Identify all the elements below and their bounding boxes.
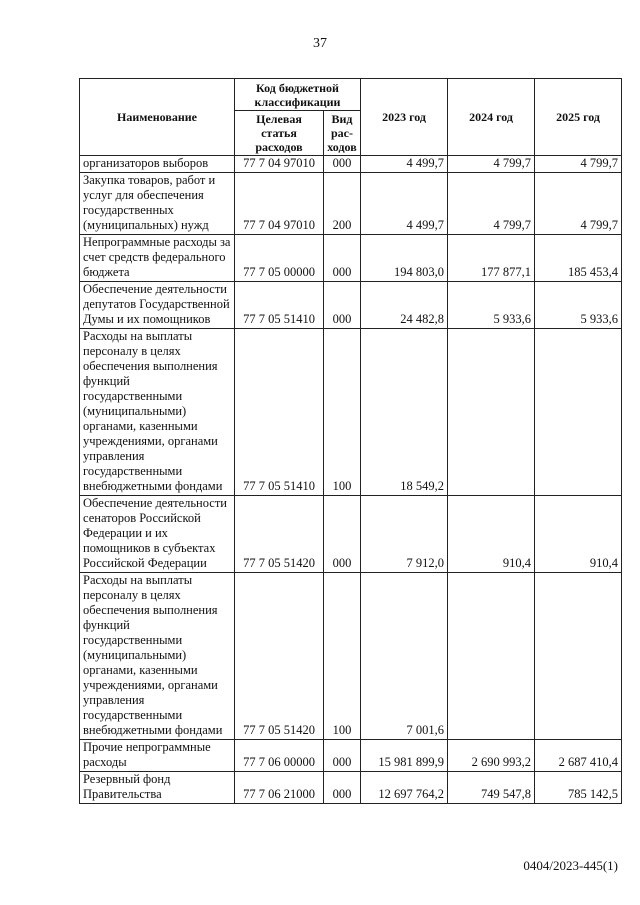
header-2023: 2023 год bbox=[361, 79, 448, 156]
header-expense-type: Вид рас-ходов bbox=[324, 111, 361, 156]
header-name: Наименование bbox=[80, 79, 235, 156]
row-2024: 910,4 bbox=[448, 496, 535, 573]
table-row bbox=[80, 173, 622, 235]
table-row bbox=[80, 740, 622, 772]
row-code: 77 7 04 97010 bbox=[235, 173, 324, 235]
row-vid: 000 bbox=[324, 772, 361, 804]
row-2024: 5 933,6 bbox=[448, 282, 535, 329]
row-name: Расходы на выплаты персоналу в целях обеспечения выполнения функций государственными (муниципальными) органами, казенными учреждениями, органами управления государственными внебюджетными фондами bbox=[80, 573, 235, 740]
page-number: 37 bbox=[313, 36, 327, 51]
row-vid: 000 bbox=[324, 235, 361, 282]
row-2025: 5 933,6 bbox=[535, 282, 622, 329]
row-name: Обеспечение деятельности сенаторов Российской Федерации и их помощников в субъектах Российской Федерации bbox=[80, 496, 235, 573]
table-row bbox=[80, 282, 622, 329]
row-2024: 2 690 993,2 bbox=[448, 740, 535, 772]
row-2025 bbox=[535, 573, 622, 740]
table-row bbox=[80, 235, 622, 282]
budget-table bbox=[79, 78, 622, 804]
row-vid: 100 bbox=[324, 573, 361, 740]
row-name: Непрограммные расходы за счет средств федерального бюджета bbox=[80, 235, 235, 282]
row-name: организаторов выборов bbox=[80, 156, 235, 173]
row-2023: 194 803,0 bbox=[361, 235, 448, 282]
table-row bbox=[80, 772, 622, 804]
row-code: 77 7 06 21000 bbox=[235, 772, 324, 804]
row-2023: 24 482,8 bbox=[361, 282, 448, 329]
row-2023: 15 981 899,9 bbox=[361, 740, 448, 772]
row-2023: 7 912,0 bbox=[361, 496, 448, 573]
row-name: Обеспечение деятельности депутатов Государственной Думы и их помощников bbox=[80, 282, 235, 329]
row-2025: 910,4 bbox=[535, 496, 622, 573]
header-target-article: Целевая статья расходов bbox=[235, 111, 324, 156]
row-name: Закупка товаров, работ и услуг для обеспечения государственных (муниципальных) нужд bbox=[80, 173, 235, 235]
row-code: 77 7 04 97010 bbox=[235, 156, 324, 173]
row-2023: 4 499,7 bbox=[361, 156, 448, 173]
row-code: 77 7 05 00000 bbox=[235, 235, 324, 282]
table-row bbox=[80, 573, 622, 740]
row-2024 bbox=[448, 329, 535, 496]
row-vid: 200 bbox=[324, 173, 361, 235]
row-2025: 4 799,7 bbox=[535, 156, 622, 173]
row-2025 bbox=[535, 329, 622, 496]
row-2023: 12 697 764,2 bbox=[361, 772, 448, 804]
row-2023: 4 499,7 bbox=[361, 173, 448, 235]
row-2025: 185 453,4 bbox=[535, 235, 622, 282]
row-2025: 785 142,5 bbox=[535, 772, 622, 804]
row-vid: 000 bbox=[324, 496, 361, 573]
row-2024: 177 877,1 bbox=[448, 235, 535, 282]
row-name: Резервный фонд Правительства bbox=[80, 772, 235, 804]
row-2025: 2 687 410,4 bbox=[535, 740, 622, 772]
table-row bbox=[80, 156, 622, 173]
row-code: 77 7 05 51420 bbox=[235, 496, 324, 573]
row-vid: 000 bbox=[324, 740, 361, 772]
row-vid: 100 bbox=[324, 329, 361, 496]
row-code: 77 7 05 51410 bbox=[235, 329, 324, 496]
row-2024: 4 799,7 bbox=[448, 173, 535, 235]
row-code: 77 7 05 51420 bbox=[235, 573, 324, 740]
row-2025: 4 799,7 bbox=[535, 173, 622, 235]
table-row bbox=[80, 329, 622, 496]
document-number: 0404/2023-445(1) bbox=[523, 858, 618, 873]
row-name: Прочие непрограммные расходы bbox=[80, 740, 235, 772]
header-2025: 2025 год bbox=[535, 79, 622, 156]
header-2024: 2024 год bbox=[448, 79, 535, 156]
row-vid: 000 bbox=[324, 156, 361, 173]
row-2023: 18 549,2 bbox=[361, 329, 448, 496]
row-code: 77 7 05 51410 bbox=[235, 282, 324, 329]
table-row bbox=[80, 496, 622, 573]
row-code: 77 7 06 00000 bbox=[235, 740, 324, 772]
table-body bbox=[80, 156, 622, 804]
row-2023: 7 001,6 bbox=[361, 573, 448, 740]
row-2024 bbox=[448, 573, 535, 740]
row-2024: 4 799,7 bbox=[448, 156, 535, 173]
row-2024: 749 547,8 bbox=[448, 772, 535, 804]
header-code-group: Код бюджетной классификации bbox=[235, 79, 361, 111]
row-vid: 000 bbox=[324, 282, 361, 329]
row-name: Расходы на выплаты персоналу в целях обеспечения выполнения функций государственными (муниципальными) органами, казенными учреждениями, органами управления государственными внебюджетными фондами bbox=[80, 329, 235, 496]
